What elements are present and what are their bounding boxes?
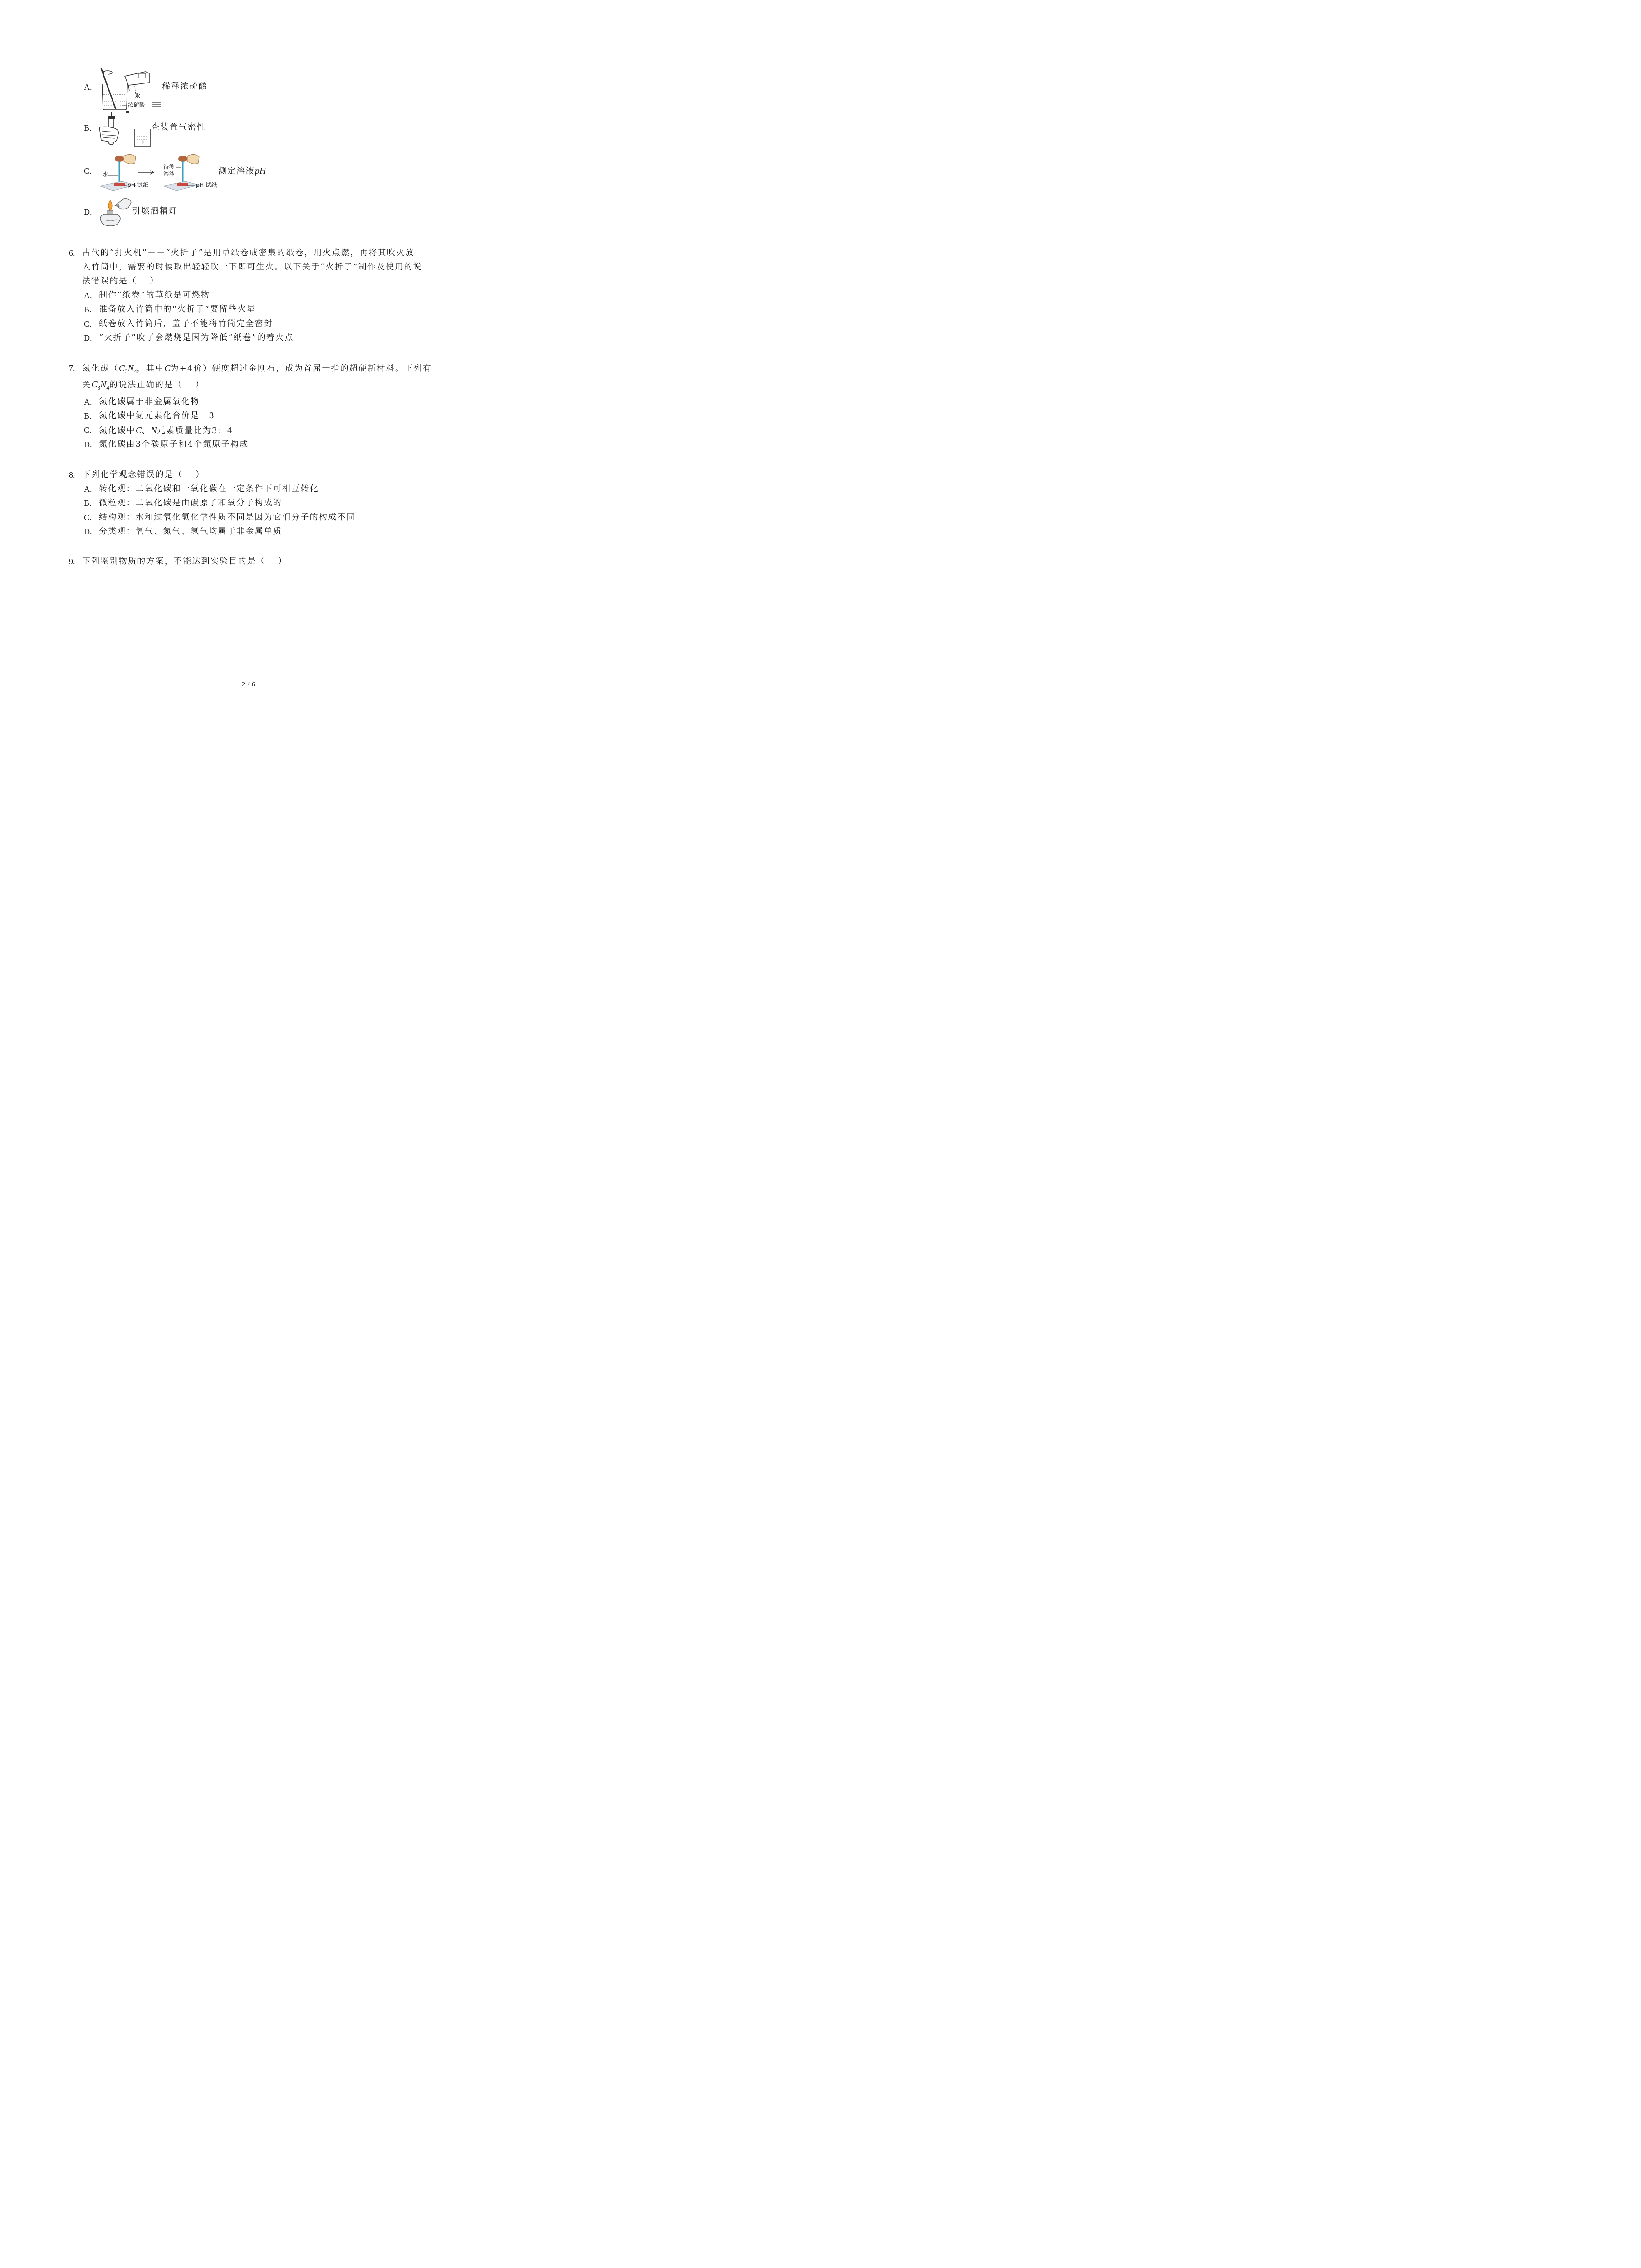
water-label: 水 [103, 171, 108, 178]
option-label: D. [84, 207, 92, 216]
option-label: B. [84, 411, 92, 420]
ph-strip-label: pH 试纸 [127, 181, 149, 188]
option-label: D. [84, 527, 92, 536]
option-text: “火折子”吹了会燃烧是因为降低“纸卷”的着火点 [99, 333, 294, 342]
option-caption: 查装置气密性 [151, 122, 206, 132]
question-stem-line1: 古代的“打火机”－－“火折子”是用草纸卷成密集的纸卷，用火点燃，再将其吹灭放 [82, 248, 415, 258]
alcohol-lamp-figure [97, 194, 133, 229]
sample-label-1: 待测 [163, 163, 175, 170]
question-number: 7. [69, 363, 75, 372]
option-text: 微粒观：二氧化碳是由碳原子和氧分子构成的 [99, 498, 282, 508]
question-stem: 下列化学观念错误的是（ ） [82, 470, 205, 479]
question-stem-line1: 氮化碳（$C_3N_4$，其中C为+4价）硬度超过金刚石，成为首屈一指的超硬新材料。下列有 [82, 363, 432, 375]
airtightness-figure [97, 110, 153, 149]
option-text: 分类观：氧气、氮气、氢气均属于非金属单质 [99, 527, 282, 536]
ph-strip-label: pH 试纸 [196, 181, 217, 188]
question-number: 8. [69, 470, 75, 479]
option-label: D. [84, 440, 92, 449]
question-stem-line2: 入竹筒中，需要的时候取出轻轻吹一下即可生火。以下关于“火折子”制作及使用的说 [82, 262, 423, 272]
option-label: A. [84, 83, 92, 92]
option-text: 氮化碳中氮元素化合价是－3 [99, 411, 216, 420]
page-number: 2 / 6 [242, 681, 255, 688]
option-caption: 引燃酒精灯 [132, 206, 178, 216]
question-number: 9. [69, 557, 75, 566]
water-label: 水 [135, 93, 141, 99]
option-label: C. [84, 166, 92, 176]
option-label: B. [84, 305, 92, 314]
option-label: C. [84, 513, 92, 522]
option-caption: 测定溶液pH [218, 166, 266, 176]
question-stem: 下列鉴别物质的方案，不能达到实验目的是（ ） [82, 557, 288, 566]
question-number: 6. [69, 249, 75, 258]
option-text: 氮化碳中C、N元素质量比为3：4 [99, 425, 234, 435]
option-label: A. [84, 397, 92, 406]
option-text: 转化观：二氧化碳和一氧化碳在一定条件下可相互转化 [99, 484, 319, 494]
option-label: B. [84, 499, 92, 508]
question-stem-line3: 法错误的是（ ） [82, 276, 159, 286]
option-label: C. [84, 425, 92, 435]
option-text: 纸卷放入竹筒后，盖子不能将竹筒完全密封 [99, 319, 273, 328]
option-label: A. [84, 291, 92, 300]
option-label: C. [84, 319, 92, 328]
option-text: 氮化碳属于非金属氧化物 [99, 397, 200, 406]
option-text: 结构观：水和过氧化氢化学性质不同是因为它们分子的构成不同 [99, 513, 356, 522]
option-label: B. [84, 123, 92, 132]
option-text: 氮化碳由3个碳原子和4个氮原子构成 [99, 440, 249, 449]
option-label: A. [84, 484, 92, 494]
option-label: D. [84, 333, 92, 342]
option-text: 准备放入竹筒中的“火折子”要留些火星 [99, 304, 256, 314]
question-stem-line2: 关$C_3N_4$的说法正确的是（ ） [82, 380, 205, 391]
sample-label-2: 溶液 [163, 171, 175, 177]
option-text: 制作“纸卷”的草纸是可燃物 [99, 290, 211, 300]
option-caption: 稀释浓硫酸 [162, 82, 208, 91]
acid-label: 浓硫酸 [128, 101, 145, 108]
